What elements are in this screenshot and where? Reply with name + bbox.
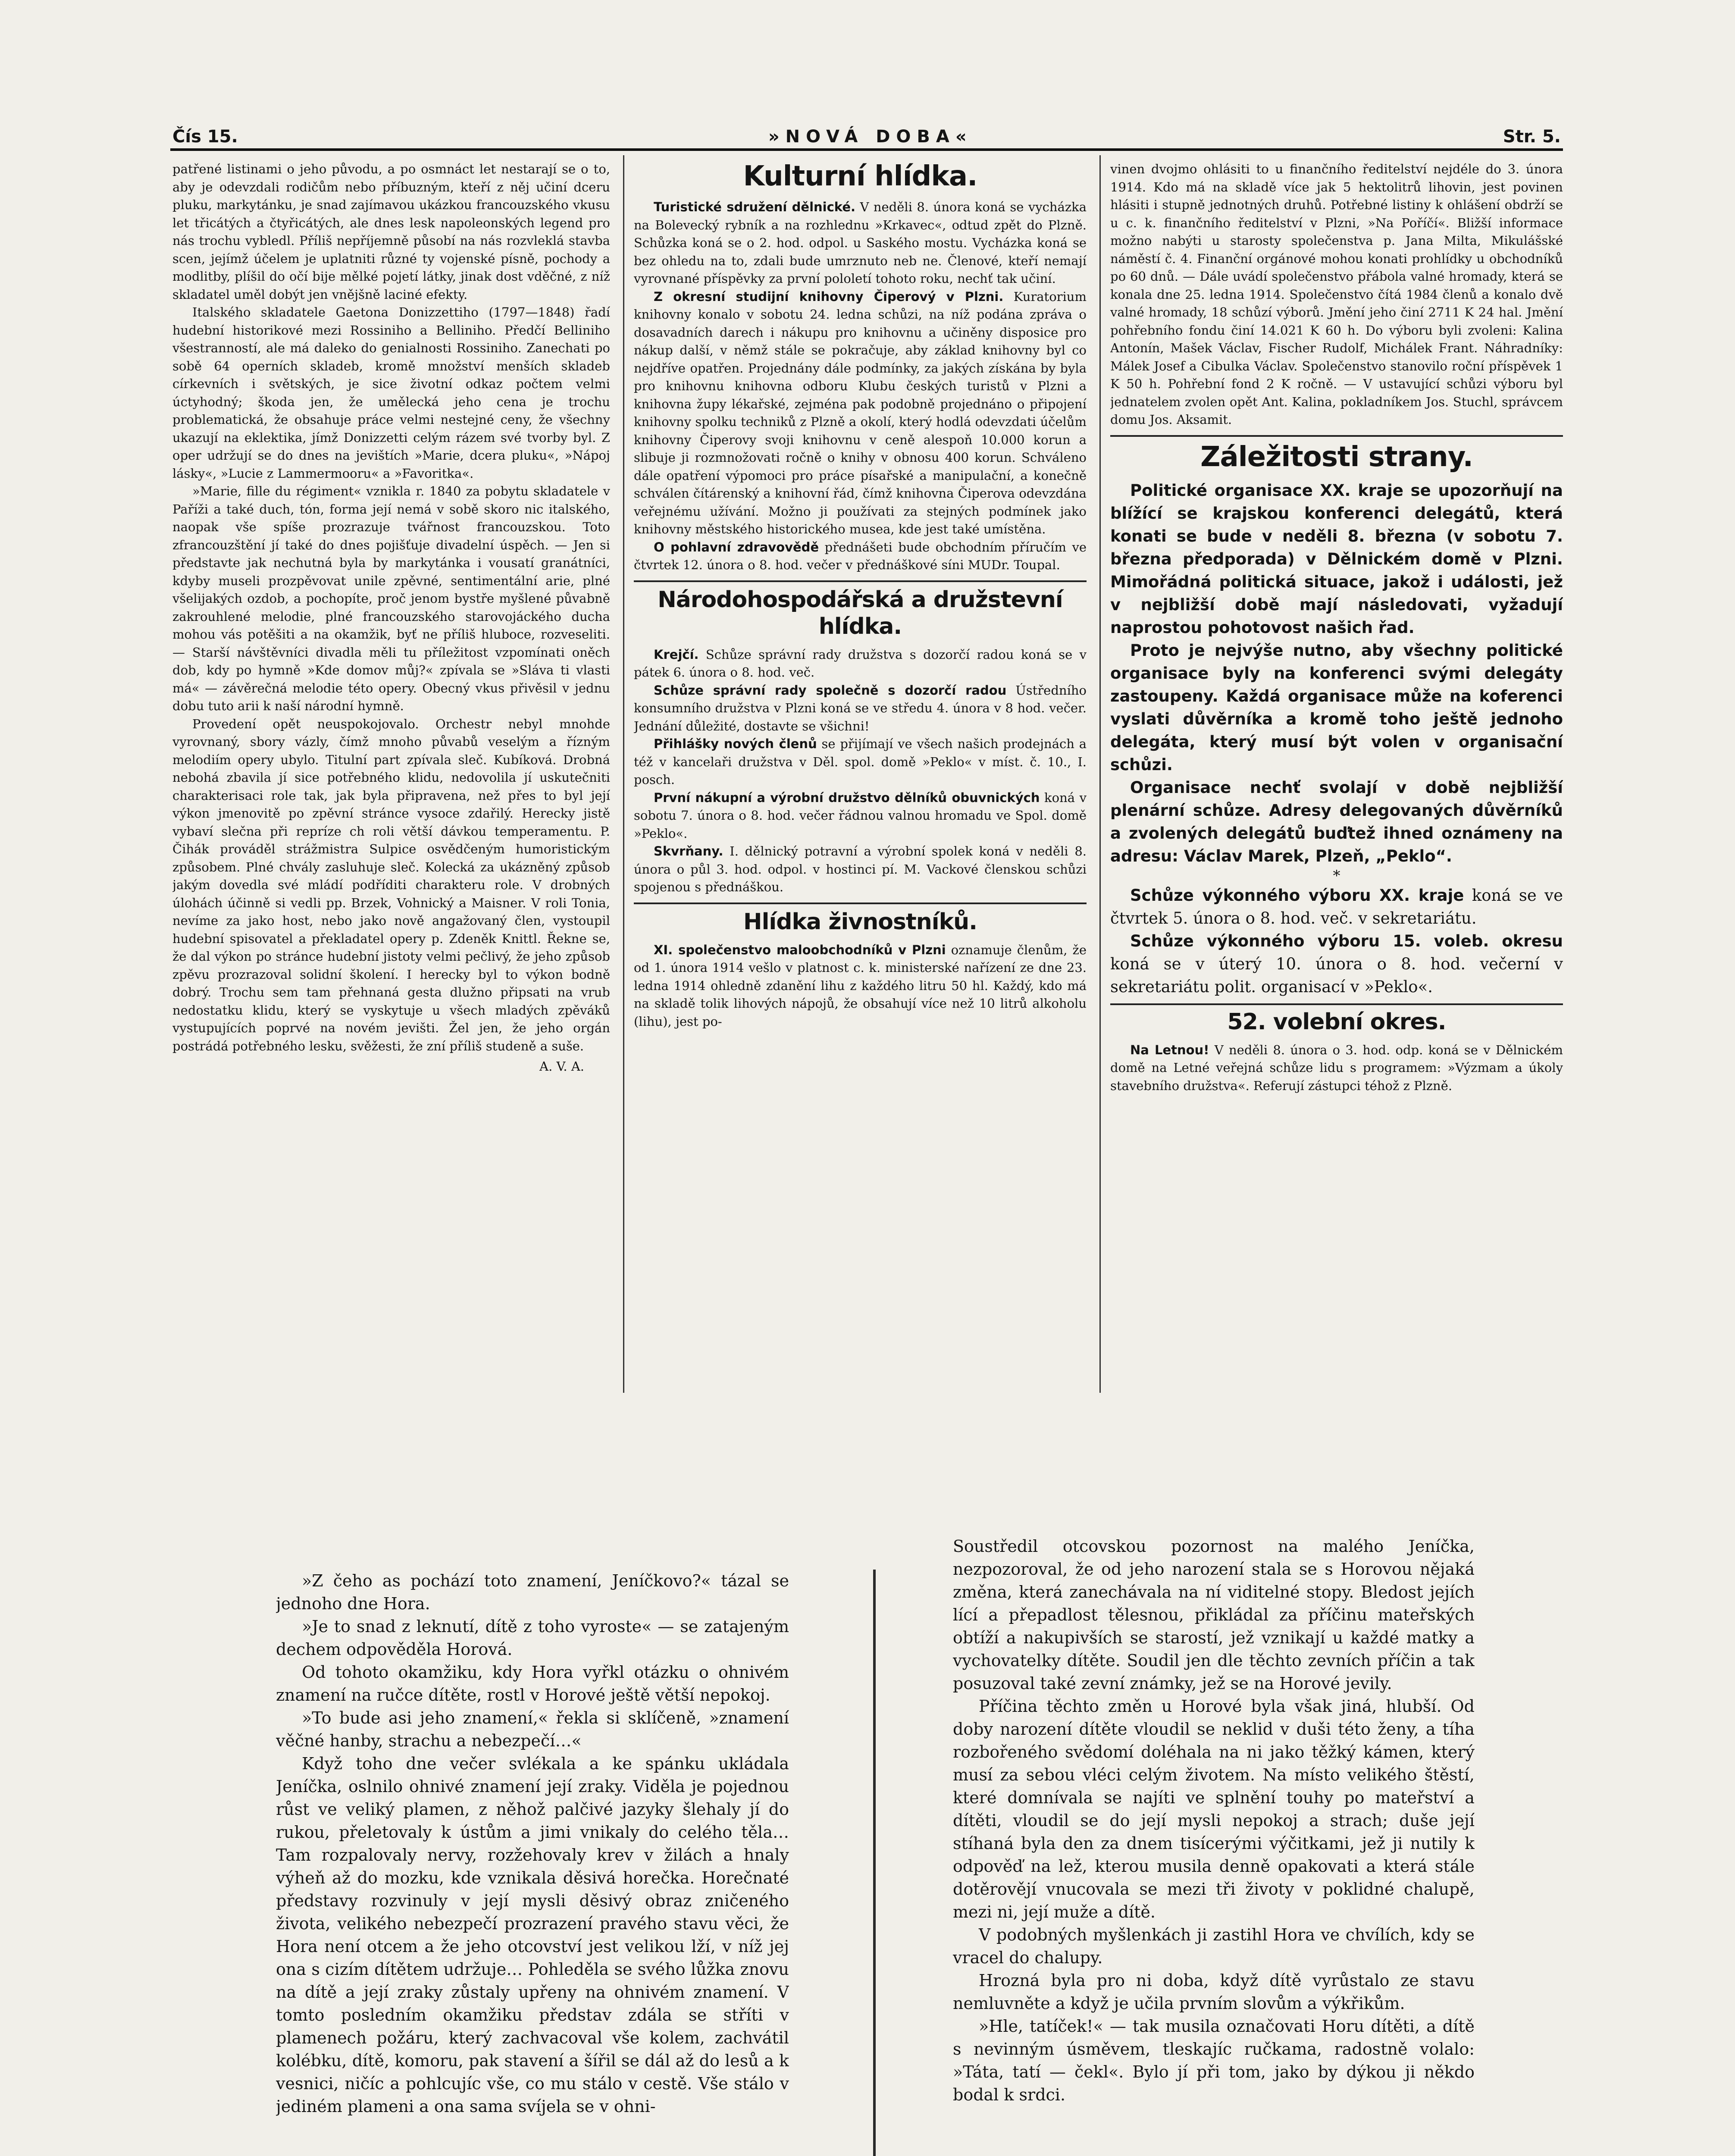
notice-text: se přijímají ve všech našich prodejnách a též v kancelaři družstva v Děl. spol. domě »Peklo« v míst. č. 10., I. posch. xyxy=(634,736,1087,787)
notice-text: Schůze správní rady družstva s dozorčí radou koná se v pátek 6. února o 8. hod. več. xyxy=(634,647,1087,680)
meeting-paragraph xyxy=(1110,884,1563,930)
notice-lead: Na Letnou! xyxy=(1130,1042,1209,1057)
section-rule xyxy=(634,903,1087,904)
story-paragraph: »To bude asi jeho znamení,« řekla si sklíčeně, »znamení věčné hanby, strachu a nebezpečí…« xyxy=(276,1708,789,1750)
section-rule xyxy=(634,580,1087,582)
notice-lead: Turistické sdružení dělnické. xyxy=(654,200,856,214)
section-rule xyxy=(1110,1003,1563,1005)
party-text: Organisace nechť svolají v době nejbližší plenární schůze. Adresy delegovaných důvěrníků a zvolených delegátů buďtež ihned oznámeny na adresu: Václav Marek, Plzeň, „Peklo“. xyxy=(1110,778,1563,865)
party-column xyxy=(1110,160,1563,1394)
story-paragraph: Od tohoto okamžiku, kdy Hora vyřkl otázku o ohnivém znamení na ručce dítěte, rostl v Horové ještě větší nepokoj. xyxy=(276,1663,789,1705)
notice-paragraph xyxy=(634,288,1087,539)
story-paragraph: Hrozná byla pro ni doba, když dítě vyrůstalo ze stavu nemluvněte a když je učila prvním slovům a výkřikům. xyxy=(953,1971,1475,2013)
notice-paragraph xyxy=(634,735,1087,789)
column-divider xyxy=(1099,155,1101,1393)
party-text: Proto je nejvýše nutno, aby všechny politické organisace byly na konferenci svými delegáty zastoupeny. Každá organisace může na koferenci vyslati důvěrníka a kromě toho ještě jednoho delegáta, který musí být volen v organisační schůzi. xyxy=(1110,641,1563,774)
notice-lead: Schůze správní rady společně s dozorčí radou xyxy=(654,683,1007,698)
notices-column xyxy=(634,160,1087,1394)
meeting-text: koná se v úterý 10. února o 8. hod. večerní v sekretariátu polit. organisací v »Peklo«. xyxy=(1110,954,1563,996)
issue-number: Čís 15. xyxy=(172,127,238,147)
meeting-lead: Schůze výkonného výboru 15. voleb. okresu xyxy=(1130,931,1563,950)
story-paragraph: Soustředil otcovskou pozornost na malého Jeníčka, nezpozoroval, že od jeho narození stala se s Horovou nějaká změna, která zanechávala na ní viditelné stopy. Bledost jejích lící a přepadlost tělesnou, přikládal za příčinu mateřských obtíží a nakupivších se starostí, jež vznikají u každé matky a vychovatelky dítěte. Soudil jen dle těchto zevních příčin a tak posuzoval také zevní známky, jež se na Horové jevily. xyxy=(953,1537,1475,1693)
page-header xyxy=(172,116,1561,147)
notice-lead: XI. společenstvo maloobchodníků v Plzni xyxy=(654,942,946,957)
notice-text: I. dělnický potravní a výrobní spolek koná v neděli 8. února o půl 3. hod. odpol. v hostinci pí. M. Vackové členskou schůzi spojenou s přednáškou. xyxy=(634,844,1087,894)
party-lead: Politické organisace XX. kraje xyxy=(1130,481,1403,500)
party-paragraph xyxy=(1110,639,1563,776)
notice-lead: Krejčí. xyxy=(654,647,699,662)
meeting-lead: Schůze výkonného výboru XX. kraje xyxy=(1130,886,1464,905)
story-right-column xyxy=(953,1535,1475,2156)
party-paragraph xyxy=(1110,776,1563,868)
review-paragraph: Provedení opět neuspokojovalo. Orchestr nebyl mnohde vyrovnaný, sbory vázly, čímž mnoho půvabů veselým a řízným melodiím opery ubylo. Titulní part zpívala sleč. Kubíková. Drobná nebohá zbavila jí sice potřebného klidu, nedovolila jí uskutečniti charakterisaci role tak, jak byla připravena, než přes to byl její výkon jmenovitě po zpěvní stránce vysoce zdařilý. Herecky jistě vybaví slečna při repríze ch roli větší dávkou temperamentu. P. Čihák prováděl strážmistra Sulpice osvědčeným humoristickým způsobem. Plné chvály zasluhuje sleč. Kolecká za ukázněný způsob jakým dovedla své mládí podříditi charakteru role. V drobných úlohách účinně si vedli pp. Brzek, Vohnický a Maisner. V roli Tonia, nevíme za jako host, nebo jako nově angažovaný člen, vystoupil hudební spisovatel a překladatel opery p. Zdeněk Knittl. Řekne se, že dal výkon po stránce hudební jistoty velmi pečlivý, že jeho způsob zpěvu prozrazoval solidní školení. I herecky byl to výkon bodně dobrý. Trochu sem tam přehnaná gesta dlužno připsati na vrub nedostatku klidu, který se vyskytuje u všech mladých zpěváků vystupujících poprvé na novém jevišti. Žel jen, že jeho orgán postrádá potřebného lesku, svěžesti, že zní příliš studeně a suše. xyxy=(172,716,610,1053)
notice-text: V neděli 8. února koná se vycházka na Bolevecký rybník a na rozhlednu »Krkavec«, odtud zpět do Plzně. Schůzka koná se o 2. hod. odpol. u Saského mostu. Vycházka koná se bez ohledu na to, zdali bude umrznuto neb ne. Členové, kteří nemají vyrovnané příspěvky za první pololetí tohoto roku, nechť tak učiní. xyxy=(634,200,1087,286)
story-paragraph: Příčina těchto změn u Horové byla však jiná, hlubší. Od doby narození dítěte vloudil se neklid v duši této ženy, a tíha rozbořeného svědomí doléhala na ni jako těžký kámen, který musí za sebou vléci celým životem. Na místo velikého štěstí, které domnívala se najíti ve splnění touhy po mateřství a dítěti, vloudil se do její mysli nepokoj a strach; duše její stíhaná byla den za dnem tisícerými výčitkami, jež ji nutily k odpověď na lež, kterou musila denně opakovati a která stále dotěrovějí vnucovala se mezi tři životy v poklidné chalupě, mezi ni, její muže a dítě. xyxy=(953,1697,1475,1921)
party-announcements xyxy=(1110,479,1563,998)
notice-paragraph xyxy=(634,843,1087,896)
notice-lead: Skvrňany. xyxy=(654,844,723,859)
notice-paragraph xyxy=(634,682,1087,736)
notice-text: přednášeti bude obchodním příručím ve čtvrtek 12. února o 8. hod. večer v přednáškové síni MUDr. Toupal. xyxy=(634,539,1087,572)
notice-text: oznamuje členům, že od 1. února 1914 vešlo v platnost c. k. ministerské nařízení ze dne 23. ledna 1914 ohledně zdanění lihu z každého litru 50 hl. Každý, kdo má na skladě tolik lihových nápojů, že obsahují více než 10 litrů alkoholu (lihu), jest po- xyxy=(634,942,1087,1029)
review-signature: A. V. A. xyxy=(539,1059,584,1074)
section-title-economy: Národohospodářská a družstevní hlídka. xyxy=(658,586,1063,639)
star-separator: * xyxy=(1333,867,1340,884)
notice-text: V neděli 8. února o 3. hod. odp. koná se v Dělnickém domě na Letné veřejná schůze lidu s programem: »Výzmam a úkoly stavebního družstva«. Referují zástupci téhož z Plzně. xyxy=(1110,1042,1563,1093)
section-rule xyxy=(1110,435,1563,437)
story-paragraph: Když toho dne večer svlékala a ke spánku ukládala Jeníčka, oslnilo ohnivé znamení její zraky. Viděla je pojednou růst ve veliký plamen, z něhož palčivé jazyky šlehaly jí do rukou, přeletovaly k ústům a jimi vnikaly do celého těla… Tam rozpalovaly nervy, rozžehovaly krev v žilách a hnaly výheň až do mozku, kde vznikala děsivá horečka. Horečnaté představy rozvinuly v její mysli děsivý obraz zničeného života, velikého nebezpečí prozrazení pravého stavu věci, že Hora není otcem a že jeho otcovství jest velikou lží, v níž jej ona s cizím dítětem udržuje… Pohleděla se svého lůžka znovu na dítě a její zraky zůstaly upřeny na ohnivém znamení. V tomto posledním okamžiku představ zdála se stříti v plamenech požáru, který zachvacoval vše kolem, zachvátil kolébku, dítě, komoru, pak stavení a šířil se dál až do lesů a k vesnici, ničíc a pohlcujíc vše, co mu stálo v cestě. Vše stálo v jediném plameni a ona sama svíjela se v ohni- xyxy=(276,1754,789,2116)
notice-lead: Z okresní studijní knihovny Čiperový v Plzni. xyxy=(654,289,1004,304)
meeting-text: koná se ve čtvrtek 5. února o 8. hod. več. v sekretariátu. xyxy=(1110,886,1563,928)
notice-paragraph xyxy=(634,789,1087,843)
story-paragraph: V podobných myšlenkách ji zastihl Hora ve chvílích, kdy se vracel do chalupy. xyxy=(953,1925,1475,1967)
notice-paragraph xyxy=(1110,1041,1563,1095)
notice-lead: Přihlášky nových členů xyxy=(654,736,817,751)
page-label: Str. 5. xyxy=(1503,127,1561,147)
meeting-paragraph xyxy=(1110,930,1563,998)
party-paragraph xyxy=(1110,479,1563,639)
story-paragraph: »Je to snad z leknutí, dítě z toho vyroste« — se zatajeným dechem odpověděla Horová. xyxy=(276,1617,789,1659)
section-title-district: 52. volební okres. xyxy=(1227,1009,1446,1035)
story-paragraph: »Hle, tatíček!« — tak musila označovati Horu dítěti, a dítě s nevinným úsměvem, tleskajíc ručkama, radostně volalo: »Táta, tatí — čekl«. Bylo jí při tom, jako by dýkou ji někdo bodal k srdci. xyxy=(953,2017,1475,2104)
notice-text: koná v sobotu 7. února o 8. hod. večer řádnou valnou hromadu ve Spol. domě »Peklo«. xyxy=(634,790,1087,841)
review-column xyxy=(172,160,610,1394)
review-paragraph: »Marie, fille du régiment« vznikla r. 1840 za pobytu skladatele v Paříži a také duch, tón, forma její nemá v sobě skoro nic italského, naopak vše spíše prozrazuje tvářnost francouzskou. Toto zfrancouzštění jí také do dnes pojišťuje divadelní úspěch. — Jen si představte jak nechutná byla by markytánka i vousatí granátníci, kdyby museli prozpěvovat unile zpěvné, sentimentální arie, plné všelijakých ozdob, a pochopíte, proč jenom bystře myšlené půvabně zakrouhlené melodie, plné francouzského starovojáckého ducha mohou vás potěšiti a na okamžik, byť ne příliš hluboce, rozveseliti. — Starší návštěvníci divadla měli tu příležitost vzpomínati oněch dob, kdy po hymně »Kde domov můj?« zpívala se »Sláva ti vlasti má« — závěrečná melodie této opery. Obecný vkus přivěsil v jednu dobu tuto arii k naší národní hymně. xyxy=(172,484,610,713)
page-fold xyxy=(873,1570,876,2156)
story-left-column xyxy=(276,1570,789,2156)
continued-paragraph: vinen dvojmo ohlásiti to u finančního ředitelství nejdéle do 3. února 1914. Kdo má na skladě více jak 5 hektolitrů lihovin, jest povinen hlásiti i stupně jednotných druhů. Potřebné listiny k ohlášení obdrží se u c. k. finančního ředitelství v Plzni, »Na Poříčí«. Bližší informace možno nabýti u starosty společenstva p. Jana Milta, Mikulášské náměstí č. 4. Finanční orgánové mohou konati prohlídky u obchodníků po 60 dnů. — Dále uvádí společenstvo přábola valné hromady, která se konala dne 25. ledna 1914. Společenstvo čítá 1984 členů a konalo dvě valné hromady, 18 schůzí výborů. Jmění jeho činí 2711 K 24 hal. Jmění pohřebního fondu činí 14.021 K 60 h. Do výboru byli zvoleni: Kalina Antonín, Mašek Václav, Fischer Rudolf, Michálek Frant. Náhradníky: Málek Josef a Cibulka Václav. Společenstvo stanovilo roční příspěvek 1 K 50 h. Pohřební fond 2 K ročně. — V ustavující schůzi výboru byl jednatelem zvolen opět Ant. Kalina, pokladníkem Jos. Stuchl, správcem domu Jos. Aksamit. xyxy=(1110,162,1563,427)
notice-lead: O pohlavní zdravovědě xyxy=(654,539,819,555)
party-text: se upozorňují na blížící se krajskou konferenci delegátů, která konati se bude v neděli 8. března (v sobotu 7. března předporada) v Dělnickém domě v Plzni. Mimořádná politická situace, jakož i události, jež v nejbližší době mají následovati, vyžadují naprostou pohotovost našich řad. xyxy=(1110,481,1563,637)
notice-text: Ústředního konsumního družstva v Plzni koná se ve středu 4. února v 8 hod. večer. Jednání důležité, dostavte se všichni! xyxy=(634,683,1087,733)
notice-text: Kuratorium knihovny konalo v sobotu 24. ledna schůzi, na níž podána zpráva o dosavadních darech i nákupu pro knihovnu a učiněny disposice pro nákup další, v němž stále se pokračuje, aby základ knihovny byl co nejdříve opatřen. Projednány dále podmínky, za jakých získána by byla pro knihovnu knihovna odboru Klubu českých turistů v Plzni a knihovna župy lékařské, zejména pak podobně projednáno o připojení knihovny spolku techniků z Plzně a okolí, který hodlá odevzdati účelům knihovny Čiperovy svoji knihovnu v ceně alespoň 10.000 korun a slibuje ji rozmnožovati ročně o knihy v obnosu 400 korun. Schváleno dále opatření výpomoci pro práce písařské a manipulační, a konečně schválen čítárenský a knihovní řád, čímž knihovna Čiperova odevzdána veřejnému užívání. Možno ji používati za stejných podmínek jako knihovny městského historického musea, kde jest také umístěna. xyxy=(634,289,1087,536)
masthead-title: »NOVÁ DOBA« xyxy=(768,127,973,147)
story-paragraph: »Z čeho as pochází toto znamení, Jeníčkovo?« tázal se jednoho dne Hora. xyxy=(276,1571,789,1613)
column-divider xyxy=(623,155,624,1393)
section-title-trades: Hlídka živnostníků. xyxy=(743,909,977,935)
review-paragraph: patřené listinami o jeho původu, a po osmnáct let nestarají se o to, aby je odevzdali rodičům nebo příbuzným, kteří z něj učiní dceru pluku, markytánku, je snad zajímavou ukázkou francouzského vkusu let třicátých a čtyřicátých, ale dnes lesk napoleonských legend pro nás trochu vybledl. Příliš nepříjemně působí na nás rozvleklá stavba scen, jejímž účelem je uplatniti různé ty vojenské písně, pochody a modlitby, plíšil do očí bije mělké pojetí látky, jinak dost vděčné, z níž skladatel uměl dobýt jen vnějšně laciné efekty. xyxy=(172,162,610,302)
section-title-party: Záležitosti strany. xyxy=(1200,441,1473,473)
section-title-culture: Kulturní hlídka. xyxy=(743,160,977,192)
notice-paragraph xyxy=(634,941,1087,1031)
notice-paragraph xyxy=(634,539,1087,574)
notice-paragraph xyxy=(634,198,1087,288)
notice-paragraph xyxy=(634,646,1087,682)
review-paragraph: Italského skladatele Gaetona Donizzettiho (1797—1848) řadí hudební historikové mezi Rossiniho a Belliniho. Předčí Belliniho všestranností, ale má daleko do genialnosti Rossiniho. Zanechati po sobě 64 operních skladeb, kromě množství menších skladeb církevních i světských, je sice životní odkaz počtem velmi úctyhodný; škoda jen, že umělecká jeho cena je trochu problematická, že obsahuje práce velmi nestejné ceny, že všechny ukazují na eklektika, jímž Donizzetti celým rázem své tvorby byl. Z oper udržují se do dnes na jevištích »Marie, dcera pluku«, »Nápoj lásky«, »Lucie z Lammermooru« a »Favoritka«. xyxy=(172,305,610,481)
header-rule xyxy=(170,148,1563,151)
notice-lead: První nákupní a výrobní družstvo dělníků obuvnických xyxy=(654,790,1040,805)
